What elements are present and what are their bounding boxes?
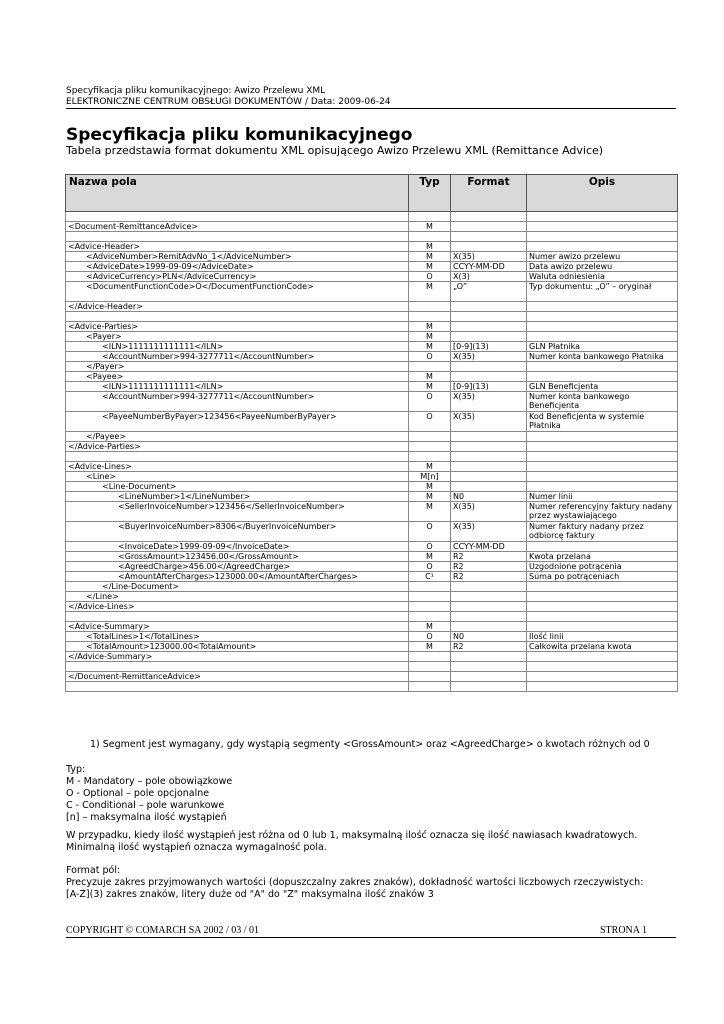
legend-item: [n] – maksymalna ilość wystąpień [66, 812, 227, 823]
cell-format: X(35) [451, 352, 527, 362]
cell-type: O [409, 392, 451, 412]
table-header-row [66, 175, 678, 212]
cell-type: O [409, 542, 451, 552]
cell-format [451, 462, 527, 472]
table-row [66, 472, 678, 482]
cell-type: M [409, 552, 451, 562]
cell-type [409, 312, 451, 322]
page-title: Specyfikacja pliku komunikacyjnego [66, 125, 413, 145]
cell-format: X(35) [451, 412, 527, 432]
spec-table-body [66, 212, 678, 692]
cell-format [451, 222, 527, 232]
cell-description [527, 472, 678, 482]
cell-description [527, 482, 678, 492]
format-note-title: Format pól: [66, 865, 121, 876]
cell-description [527, 232, 678, 242]
cell-type: M [409, 642, 451, 652]
table-row [66, 212, 678, 222]
cell-type: M [409, 282, 451, 302]
table-row [66, 242, 678, 252]
cell-type: M [409, 222, 451, 232]
table-row [66, 392, 678, 412]
table-row [66, 482, 678, 492]
cell-field-name: <SellerInvoiceNumber>123456</SellerInvoiceNumber> [66, 502, 409, 522]
table-row [66, 282, 678, 302]
cell-format [451, 212, 527, 222]
cell-field-name: <Advice-Lines> [66, 462, 409, 472]
cell-type [409, 212, 451, 222]
column-header-description: Opis [527, 175, 678, 212]
table-row [66, 572, 678, 582]
cell-description [527, 652, 678, 662]
cell-field-name: <AgreedCharge>456.00</AgreedCharge> [66, 562, 409, 572]
cell-format: „O” [451, 282, 527, 302]
cell-description [527, 452, 678, 462]
cell-format: X(35) [451, 502, 527, 522]
table-row [66, 502, 678, 522]
page-subtitle: Tabela przedstawia format dokumentu XML opisującego Awizo Przelewu XML (Remittance Advice) [66, 144, 604, 157]
legend-title: Typ: [66, 764, 86, 775]
cell-type: M[n] [409, 472, 451, 482]
table-row [66, 362, 678, 372]
table-row [66, 252, 678, 262]
table-row [66, 522, 678, 542]
table-row [66, 352, 678, 362]
cell-description: Kod Beneficjenta w systemie Płatnika [527, 412, 678, 432]
running-header [66, 86, 676, 108]
table-row [66, 672, 678, 682]
cell-field-name: </Line> [66, 592, 409, 602]
table-row [66, 452, 678, 462]
cell-description [527, 682, 678, 692]
cell-type [409, 432, 451, 442]
table-row [66, 462, 678, 472]
legend-item: C - Conditional – pole warunkowe [66, 800, 225, 811]
cell-type: M [409, 252, 451, 262]
cell-field-name [66, 452, 409, 462]
occurrence-note [66, 830, 686, 854]
cell-type: O [409, 272, 451, 282]
cell-field-name [66, 232, 409, 242]
cell-format [451, 652, 527, 662]
table-row [66, 552, 678, 562]
table-row [66, 342, 678, 352]
cell-format [451, 432, 527, 442]
table-row [66, 662, 678, 672]
cell-type: M [409, 482, 451, 492]
cell-description: Data awizo przelewu [527, 262, 678, 272]
table-row [66, 412, 678, 432]
cell-description [527, 222, 678, 232]
cell-field-name: </Payee> [66, 432, 409, 442]
header-line-1: Specyfikacja pliku komunikacyjnego: Awizo Przelewu XML [66, 86, 326, 96]
cell-format [451, 592, 527, 602]
cell-type: M [409, 342, 451, 352]
format-note-line-1: Precyzuje zakres przyjmowanych wartości (dopuszczalny zakres znaków), dokładność wartości liczbowych rzeczywistych: [66, 877, 644, 888]
cell-field-name: <AccountNumber>994-3277711</AccountNumber> [66, 392, 409, 412]
cell-format [451, 242, 527, 252]
cell-field-name: <AccountNumber>994-3277711</AccountNumber> [66, 352, 409, 362]
cell-description: Typ dokumentu: „O” – oryginał [527, 282, 678, 302]
cell-field-name: <AdviceDate>1999-09-09</AdviceDate> [66, 262, 409, 272]
cell-format: N0 [451, 632, 527, 642]
cell-field-name: <Advice-Summary> [66, 622, 409, 632]
cell-description: Numer linii [527, 492, 678, 502]
cell-format: CCYY-MM-DD [451, 262, 527, 272]
footer-page-number: STRONA 1 [600, 925, 647, 936]
table-row [66, 612, 678, 622]
cell-field-name: </Advice-Header> [66, 302, 409, 312]
cell-description: Numer konta bankowego Płatnika [527, 352, 678, 362]
cell-format [451, 622, 527, 632]
cell-description: GLN Beneficjenta [527, 382, 678, 392]
table-row [66, 632, 678, 642]
cell-description [527, 672, 678, 682]
cell-description [527, 372, 678, 382]
cell-field-name: <LineNumber>1</LineNumber> [66, 492, 409, 502]
cell-format [451, 672, 527, 682]
cell-format [451, 312, 527, 322]
cell-format [451, 582, 527, 592]
cell-description [527, 582, 678, 592]
cell-description [527, 542, 678, 552]
header-rule [66, 108, 676, 109]
cell-description: Ilość linii [527, 632, 678, 642]
table-row [66, 302, 678, 312]
cell-field-name: <AdviceCurrency>PLN</AdviceCurrency> [66, 272, 409, 282]
cell-type [409, 672, 451, 682]
cell-field-name: </Line-Document> [66, 582, 409, 592]
cell-format [451, 322, 527, 332]
cell-format: R2 [451, 562, 527, 572]
occurrence-note-line-2: Minimalną ilość wystąpień oznacza wymagalność pola. [66, 842, 327, 853]
cell-type: M [409, 462, 451, 472]
cell-type: M [409, 372, 451, 382]
cell-format [451, 332, 527, 342]
type-legend [66, 764, 686, 824]
legend-item: O - Optional – pole opcjonalne [66, 788, 210, 799]
cell-field-name: <PayeeNumberByPayer>123456<PayeeNumberByPayer> [66, 412, 409, 432]
table-row [66, 432, 678, 442]
column-header-format: Format [451, 175, 527, 212]
cell-description: GLN Płatnika [527, 342, 678, 352]
cell-type [409, 682, 451, 692]
cell-format: [0-9](13) [451, 342, 527, 352]
legend-item: M - Mandatory – pole obowiązkowe [66, 776, 233, 787]
table-row [66, 562, 678, 572]
cell-format: X(3) [451, 272, 527, 282]
cell-field-name: </Advice-Parties> [66, 442, 409, 452]
cell-field-name: <Line> [66, 472, 409, 482]
cell-description [527, 212, 678, 222]
spec-table [65, 174, 678, 692]
cell-type [409, 362, 451, 372]
cell-format: R2 [451, 552, 527, 562]
cell-field-name: </Payer> [66, 362, 409, 372]
cell-field-name: <Payer> [66, 332, 409, 342]
cell-type: M [409, 382, 451, 392]
cell-field-name [66, 312, 409, 322]
cell-description [527, 442, 678, 452]
cell-format [451, 372, 527, 382]
table-row [66, 492, 678, 502]
cell-field-name: </Advice-Lines> [66, 602, 409, 612]
cell-field-name: <AdviceNumber>RemitAdvNo_1</AdviceNumber> [66, 252, 409, 262]
cell-field-name: <DocumentFunctionCode>O</DocumentFunctionCode> [66, 282, 409, 302]
column-header-name: Nazwa pola [66, 175, 409, 212]
cell-type: C¹ [409, 572, 451, 582]
cell-description [527, 592, 678, 602]
cell-format [451, 452, 527, 462]
cell-type: O [409, 412, 451, 432]
cell-field-name: <GrossAmount>123456.00</GrossAmount> [66, 552, 409, 562]
occurrence-note-line-1: W przypadku, kiedy ilość wystąpień jest różna od 0 lub 1, maksymalną ilość oznacza się ilość nawiasach kwadratowych. [66, 830, 638, 841]
cell-type: M [409, 622, 451, 632]
cell-field-name: <TotalLines>1</TotalLines> [66, 632, 409, 642]
cell-format [451, 662, 527, 672]
cell-field-name: </Document-RemittanceAdvice> [66, 672, 409, 682]
cell-field-name [66, 662, 409, 672]
cell-description [527, 432, 678, 442]
table-row [66, 382, 678, 392]
table-row [66, 642, 678, 652]
table-row [66, 582, 678, 592]
cell-field-name: <ILN>1111111111111</ILN> [66, 382, 409, 392]
cell-description: Uzgodnione potrącenia [527, 562, 678, 572]
cell-format: X(35) [451, 522, 527, 542]
cell-description: Suma po potrąceniach [527, 572, 678, 582]
cell-description: Kwota przelana [527, 552, 678, 562]
cell-type [409, 662, 451, 672]
table-row [66, 442, 678, 452]
table-row [66, 332, 678, 342]
cell-description [527, 602, 678, 612]
cell-description [527, 322, 678, 332]
table-row [66, 682, 678, 692]
header-line-2: ELEKTRONICZNE CENTRUM OBSŁUGI DOKUMENTÓW / Data: 2009-06-24 [66, 97, 391, 107]
cell-type [409, 452, 451, 462]
cell-type: M [409, 322, 451, 332]
table-row [66, 592, 678, 602]
cell-field-name [66, 212, 409, 222]
table-row [66, 312, 678, 322]
cell-description [527, 312, 678, 322]
cell-type: M [409, 332, 451, 342]
cell-type: M [409, 262, 451, 272]
cell-type [409, 232, 451, 242]
cell-field-name: <Line-Document> [66, 482, 409, 492]
table-row [66, 262, 678, 272]
cell-type [409, 302, 451, 312]
cell-description: Numer faktury nadany przez odbiorcę faktury [527, 522, 678, 542]
cell-type: O [409, 562, 451, 572]
table-row [66, 622, 678, 632]
cell-format [451, 362, 527, 372]
cell-field-name: <Advice-Parties> [66, 322, 409, 332]
cell-description: Waluta odniesienia [527, 272, 678, 282]
cell-format [451, 602, 527, 612]
cell-type [409, 442, 451, 452]
cell-description: Numer awizo przelewu [527, 252, 678, 262]
table-row [66, 322, 678, 332]
cell-description [527, 302, 678, 312]
table-row [66, 542, 678, 552]
cell-type: O [409, 352, 451, 362]
cell-field-name: <BuyerInvoiceNumber>8306</BuyerInvoiceNumber> [66, 522, 409, 542]
cell-type: O [409, 632, 451, 642]
cell-field-name [66, 612, 409, 622]
cell-format [451, 472, 527, 482]
cell-field-name [66, 682, 409, 692]
cell-field-name: </Advice-Summary> [66, 652, 409, 662]
cell-field-name: <TotalAmount>123000.00<TotalAmount> [66, 642, 409, 652]
cell-field-name: <Advice-Header> [66, 242, 409, 252]
table-row [66, 372, 678, 382]
cell-format: N0 [451, 492, 527, 502]
cell-format [451, 612, 527, 622]
cell-type [409, 612, 451, 622]
cell-description: Numer konta bankowego Beneficjenta [527, 392, 678, 412]
cell-type [409, 652, 451, 662]
cell-type [409, 592, 451, 602]
cell-format [451, 442, 527, 452]
format-note [66, 865, 686, 901]
table-row [66, 232, 678, 242]
cell-format: X(35) [451, 392, 527, 412]
cell-format: R2 [451, 572, 527, 582]
cell-format: [0-9](13) [451, 382, 527, 392]
cell-description [527, 332, 678, 342]
cell-format: X(35) [451, 252, 527, 262]
table-row [66, 602, 678, 612]
cell-description [527, 462, 678, 472]
column-header-type: Typ [409, 175, 451, 212]
cell-description: Całkowita przelana kwota [527, 642, 678, 652]
cell-type: M [409, 242, 451, 252]
cell-type [409, 602, 451, 612]
cell-description [527, 612, 678, 622]
cell-description [527, 662, 678, 672]
cell-format [451, 482, 527, 492]
cell-field-name: <Document-RemittanceAdvice> [66, 222, 409, 232]
table-row [66, 222, 678, 232]
cell-type: M [409, 492, 451, 502]
cell-field-name: <ILN>1111111111111</ILN> [66, 342, 409, 352]
cell-format: CCYY-MM-DD [451, 542, 527, 552]
cell-format [451, 232, 527, 242]
cell-description [527, 362, 678, 372]
footer-rule [66, 937, 676, 938]
cell-format: R2 [451, 642, 527, 652]
cell-type: M [409, 502, 451, 522]
cell-type [409, 582, 451, 592]
cell-format [451, 302, 527, 312]
footer-copyright: COPYRIGHT © COMARCH SA 2002 / 03 / 01 [66, 925, 259, 936]
footnote: 1) Segment jest wymagany, gdy wystąpią segmenty <GrossAmount> oraz <AgreedCharge> o kwotach różnych od 0 [90, 739, 650, 750]
cell-format [451, 682, 527, 692]
cell-description: Numer referencyjny faktury nadany przez wystawiającego [527, 502, 678, 522]
format-note-line-2: [A-Z](3) zakres znaków, litery duże od "A" do "Z" maksymalna ilość znaków 3 [66, 889, 434, 900]
cell-field-name: <AmountAfterCharges>123000.00</AmountAfterCharges> [66, 572, 409, 582]
cell-field-name: <Payee> [66, 372, 409, 382]
table-row [66, 652, 678, 662]
cell-description [527, 622, 678, 632]
table-row [66, 272, 678, 282]
cell-type: O [409, 522, 451, 542]
cell-field-name: <InvoiceDate>1999-09-09</InvoiceDate> [66, 542, 409, 552]
cell-description [527, 242, 678, 252]
